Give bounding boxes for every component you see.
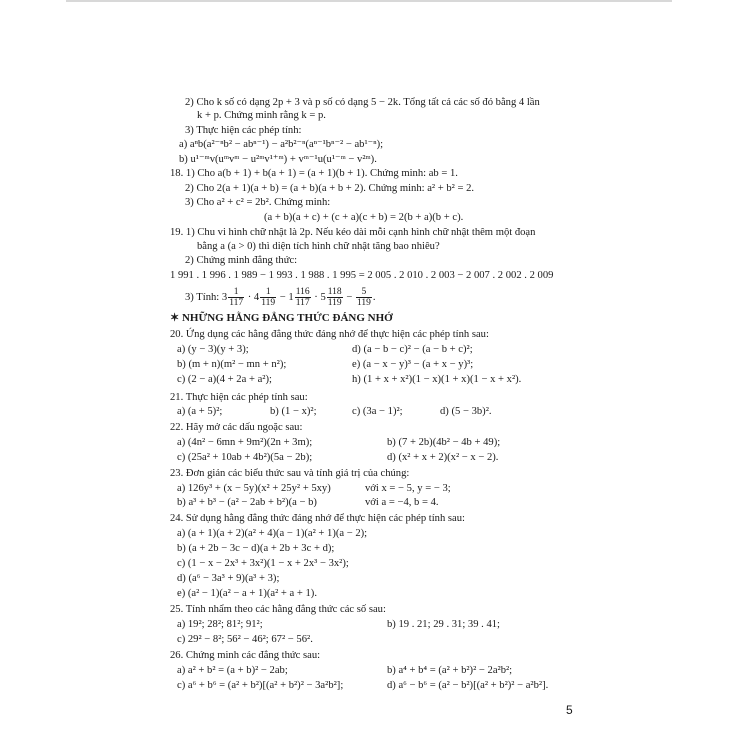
ex21-a: a) (a + 5)²; [177,406,223,417]
ex19-part1-line2: bằng a (a > 0) thì diện tích hình chữ nhật tăng bao nhiêu? [197,241,440,252]
ex23-a: a) 126y³ + (x − 5y)(x² + 25y² + 5xy) [177,483,331,494]
ex17-part3a: a) aⁿb(a²⁻ⁿb² − abⁿ⁻¹) − a²b²⁻ⁿ(aⁿ⁻¹bⁿ⁻² − ab¹⁻ⁿ); [179,139,384,150]
ex22-title: 22. Hãy mở các dấu ngoặc sau: [170,422,303,433]
ex21-c: c) (3a − 1)²; [352,406,403,417]
ex19-part1-line1: 19. 1) Chu vi hình chữ nhật là 2p. Nếu kéo dài mỗi cạnh hình chữ nhật thêm một đoạn [170,227,536,238]
ex24-c: c) (1 − x − 2x³ + 3x²)(1 − x + 2x³ − 3x²); [177,558,349,569]
ex19-part3: 3) Tính: 3 $\frac{1}{117}$ · 4 $\frac{1}{119}$ − 1 $\frac{116}{117}$ · 5 $\frac{118}{119}$ − $\frac{5}{119}$ . [185,287,376,308]
ex17-part2-line1: 2) Cho k số có dạng 2p + 3 và p số có dạng 5 − 2k. Tổng tất cả các số đó bằng 4 lần [185,97,540,108]
ex20-h: h) (1 + x + x²)(1 − x)(1 + x)(1 − x + x²). [352,374,522,385]
ex17-part2-line2: k + p. Chứng minh rằng k = p. [197,110,326,121]
ex22-d: d) (x² + x + 2)(x² − x − 2). [387,452,499,463]
fraction-1: $\frac{1}{117}$ [229,287,244,308]
ex22-c: c) (25a² + 10ab + 4b²)(5a − 2b); [177,452,313,463]
ex18-part3-equation: (a + b)(a + c) + (c + a)(c + b) = 2(b + a)(b + c). [264,212,464,223]
fraction-3: $\frac{116}{117}$ [295,287,310,308]
ex18-part2: 2) Cho 2(a + 1)(a + b) = (a + b)(a + b + 2). Chứng minh: a² + b² = 2. [185,183,475,194]
ex17-part3b: b) u¹⁻ᵐv(uᵐvᵐ − u²ᵐv¹⁺ᵐ) + vᵐ⁻¹u(u¹⁻ᵐ − v²ᵐ). [179,154,377,165]
ex21-b: b) (1 − x)²; [270,406,317,417]
ex20-c: c) (2 − a)(4 + 2a + a²); [177,374,272,385]
ex18-part3: 3) Cho a² + c² = 2b². Chứng minh: [185,197,331,208]
ex23-title: 23. Đơn giản các biểu thức sau và tính giá trị của chúng: [170,468,410,479]
ex17-part3: 3) Thực hiện các phép tính: [185,125,302,136]
ex20-d: d) (a − b − c)² − (a − b + c)²; [352,344,473,355]
ex22-b: b) (7 + 2b)(4b² − 4b + 49); [387,437,501,448]
ex26-b: b) a⁴ + b⁴ = (a² + b²)² − 2a²b²; [387,665,513,676]
ex25-c: c) 29² − 8²; 56² − 46²; 67² − 56². [177,634,313,645]
ex26-a: a) a² + b² = (a + b)² − 2ab; [177,665,288,676]
ex24-d: d) (a⁶ − 3a³ + 9)(a³ + 3); [177,573,280,584]
ex23-a-values: với x = − 5, y = − 3; [365,483,451,494]
page-number: 5 [566,703,573,717]
ex25-b: b) 19 . 21; 29 . 31; 39 . 41; [387,619,500,630]
ex24-e: e) (a² − 1)(a² − a + 1)(a² + a + 1). [177,588,317,599]
fraction-2: $\frac{1}{119}$ [261,287,276,308]
ex26-c: c) a⁶ + b⁶ = (a² + b²)[(a² + b²)² − 3a²b²]; [177,680,344,691]
ex22-a: a) (4n² − 6mn + 9m²)(2n + 3m); [177,437,313,448]
ex19-part2-equation: 1 991 . 1 996 . 1 989 − 1 993 . 1 988 . 1 995 = 2 005 . 2 010 . 2 003 − 2 007 . 2 002 . 2 009 [170,270,554,281]
ex20-a: a) (y − 3)(y + 3); [177,344,249,355]
fraction-4: $\frac{118}{119}$ [327,287,342,308]
calc-whole-1: 3 [221,291,228,303]
ex23-b: b) a³ + b³ − (a² − 2ab + b²)(a − b) [177,497,317,508]
ex24-b: b) (a + 2b − 3c − d)(a + 2b + 3c + d); [177,543,335,554]
ex20-e: e) (a − x − y)³ − (a + x − y)³; [352,359,474,370]
ex25-a: a) 19²; 28²; 81²; 91²; [177,619,263,630]
section-heading: ✶ NHỮNG HẰNG ĐẲNG THỨC ĐÁNG NHỚ [170,312,393,324]
ex21-d: d) (5 − 3b)². [440,406,492,417]
ex25-title: 25. Tính nhẩm theo các hằng đẳng thức các số sau: [170,604,386,615]
ex24-a: a) (a + 1)(a + 2)(a² + 4)(a − 1)(a² + 1)(a − 2); [177,528,368,539]
ex21-title: 21. Thực hiện các phép tính sau: [170,392,308,403]
ex26-title: 26. Chứng minh các đẳng thức sau: [170,650,321,661]
ex20-title: 20. Ứng dụng các hằng đẳng thức đáng nhớ để thực hiện các phép tính sau: [170,329,489,340]
ex23-b-values: với a = −4, b = 4. [365,497,439,508]
ex18-part1: 18. 1) Cho a(b + 1) + b(a + 1) = (a + 1)(b + 1). Chứng minh: ab = 1. [170,168,458,179]
ex26-d: d) a⁶ − b⁶ = (a² − b²)[(a² + b²)² − a²b²]. [387,680,549,691]
fraction-5: $\frac{5}{119}$ [356,287,371,308]
ex20-b: b) (m + n)(m² − mn + n²); [177,359,287,370]
ex24-title: 24. Sử dụng hằng đẳng thức đáng nhớ để thực hiện các phép tính sau: [170,513,465,524]
ex19-part2: 2) Chứng minh đẳng thức: [185,255,298,266]
